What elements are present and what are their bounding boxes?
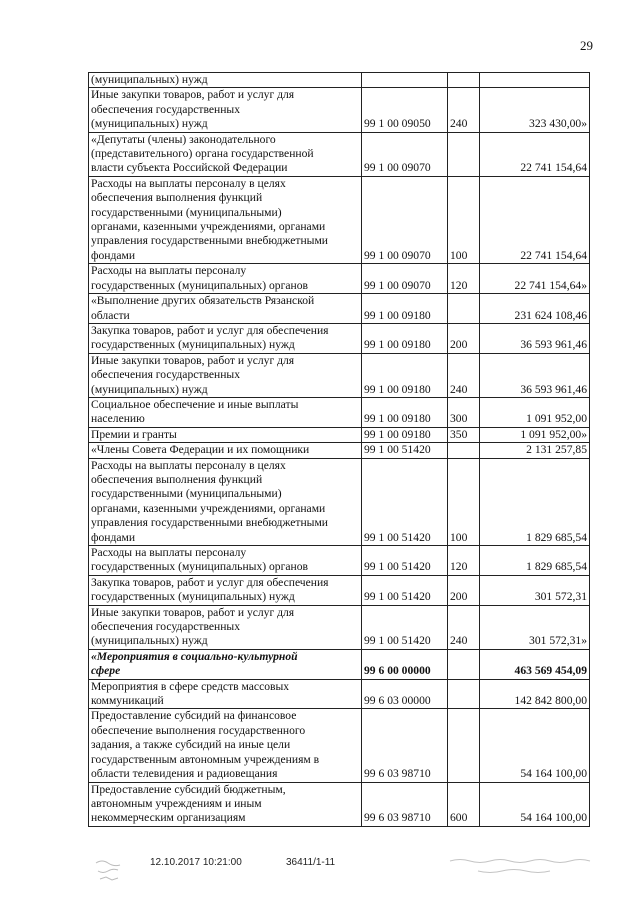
row-name: (муниципальных) нужд xyxy=(89,73,362,88)
row-sum: 36 593 961,46 xyxy=(480,353,590,397)
table-row xyxy=(89,679,590,709)
row-code: 99 6 03 00000 xyxy=(362,679,448,709)
table-row xyxy=(89,546,590,576)
row-expense-type: 200 xyxy=(448,323,480,353)
row-name: Предоставление субсидий на финансовое обеспечение выполнения государственного задания, а также субсидий на иные цели государственным автономным учреждениям в области телевидения и радиовещания xyxy=(89,709,362,782)
row-code: 99 6 03 98710 xyxy=(362,782,448,826)
row-expense-type xyxy=(448,679,480,709)
row-name: «Члены Совета Федерации и их помощники xyxy=(89,443,362,458)
row-sum xyxy=(480,73,590,88)
row-name: Закупка товаров, работ и услуг для обеспечения государственных (муниципальных) нужд xyxy=(89,323,362,353)
row-name: Иные закупки товаров, работ и услуг для обеспечения государственных (муниципальных) нужд xyxy=(89,605,362,649)
row-name: Иные закупки товаров, работ и услуг для обеспечения государственных (муниципальных) нужд xyxy=(89,88,362,132)
table-row xyxy=(89,132,590,176)
table-row xyxy=(89,605,590,649)
row-code: 99 1 00 09070 xyxy=(362,132,448,176)
row-name: «Мероприятия в социально-культурной сфере xyxy=(89,649,362,679)
row-name: Премии и гранты xyxy=(89,427,362,442)
row-code: 99 1 00 09180 xyxy=(362,294,448,324)
row-code: 99 1 00 09180 xyxy=(362,353,448,397)
table-row xyxy=(89,353,590,397)
row-code: 99 1 00 09050 xyxy=(362,88,448,132)
row-expense-type xyxy=(448,649,480,679)
table-row xyxy=(89,782,590,826)
row-sum: 142 842 800,00 xyxy=(480,679,590,709)
row-sum: 54 164 100,00 xyxy=(480,782,590,826)
row-code: 99 1 00 09070 xyxy=(362,176,448,263)
table-row xyxy=(89,649,590,679)
row-name: Мероприятия в сфере средств массовых коммуникаций xyxy=(89,679,362,709)
row-expense-type: 240 xyxy=(448,88,480,132)
row-sum: 323 430,00» xyxy=(480,88,590,132)
row-sum: 1 829 685,54 xyxy=(480,458,590,545)
row-name: «Депутаты (члены) законодательного (представительного) органа государственной власти субъекта Российской Федерации xyxy=(89,132,362,176)
row-sum: 1 829 685,54 xyxy=(480,546,590,576)
row-sum: 463 569 454,09 xyxy=(480,649,590,679)
table-row xyxy=(89,88,590,132)
faint-stamp-left xyxy=(92,855,126,885)
row-expense-type xyxy=(448,443,480,458)
row-expense-type: 240 xyxy=(448,605,480,649)
budget-table-body xyxy=(89,73,590,827)
row-code xyxy=(362,73,448,88)
row-sum: 1 091 952,00» xyxy=(480,427,590,442)
row-expense-type: 240 xyxy=(448,353,480,397)
row-name: Иные закупки товаров, работ и услуг для обеспечения государственных (муниципальных) нужд xyxy=(89,353,362,397)
row-code: 99 1 00 51420 xyxy=(362,546,448,576)
row-expense-type: 120 xyxy=(448,546,480,576)
table-row xyxy=(89,323,590,353)
row-sum: 54 164 100,00 xyxy=(480,709,590,782)
row-code: 99 1 00 51420 xyxy=(362,605,448,649)
row-expense-type xyxy=(448,73,480,88)
table-row xyxy=(89,709,590,782)
row-code: 99 1 00 51420 xyxy=(362,575,448,605)
row-expense-type: 600 xyxy=(448,782,480,826)
row-sum: 1 091 952,00 xyxy=(480,397,590,427)
page-number: 29 xyxy=(580,38,593,53)
table-row xyxy=(89,575,590,605)
footer-datetime: 12.10.2017 10:21:00 xyxy=(150,857,242,868)
row-expense-type: 120 xyxy=(448,264,480,294)
row-name: Предоставление субсидий бюджетным, автономным учреждениям и иным некоммерческим организациям xyxy=(89,782,362,826)
row-sum: 22 741 154,64 xyxy=(480,176,590,263)
row-expense-type: 200 xyxy=(448,575,480,605)
page-footer xyxy=(0,857,640,897)
row-code: 99 1 00 09180 xyxy=(362,427,448,442)
row-expense-type xyxy=(448,132,480,176)
table-row xyxy=(89,73,590,88)
row-expense-type: 300 xyxy=(448,397,480,427)
row-expense-type xyxy=(448,709,480,782)
row-sum: 22 741 154,64» xyxy=(480,264,590,294)
row-code: 99 1 00 51420 xyxy=(362,458,448,545)
row-sum: 36 593 961,46 xyxy=(480,323,590,353)
table-row xyxy=(89,264,590,294)
row-name: Закупка товаров, работ и услуг для обеспечения государственных (муниципальных) нужд xyxy=(89,575,362,605)
row-name: Социальное обеспечение и иные выплаты населению xyxy=(89,397,362,427)
row-expense-type: 100 xyxy=(448,176,480,263)
table-row xyxy=(89,458,590,545)
row-sum: 2 131 257,85 xyxy=(480,443,590,458)
budget-table xyxy=(88,72,590,827)
row-code: 99 1 00 09180 xyxy=(362,323,448,353)
row-name: Расходы на выплаты персоналу в целях обеспечения выполнения функций государственными (муниципальными) органами, казенными учреждениями, органами управления государственными внебюджетными фондами xyxy=(89,458,362,545)
row-expense-type: 350 xyxy=(448,427,480,442)
table-row xyxy=(89,397,590,427)
row-code: 99 6 00 00000 xyxy=(362,649,448,679)
row-sum: 301 572,31» xyxy=(480,605,590,649)
row-sum: 22 741 154,64 xyxy=(480,132,590,176)
row-name: Расходы на выплаты персоналу государственных (муниципальных) органов xyxy=(89,264,362,294)
footer-doc-number: 36411/1-11 xyxy=(286,857,336,868)
faint-stamp-right xyxy=(448,855,598,879)
row-code: 99 1 00 09180 xyxy=(362,397,448,427)
table-row xyxy=(89,427,590,442)
row-code: 99 1 00 51420 xyxy=(362,443,448,458)
row-code: 99 1 00 09070 xyxy=(362,264,448,294)
row-sum: 301 572,31 xyxy=(480,575,590,605)
table-row xyxy=(89,443,590,458)
row-code: 99 6 03 98710 xyxy=(362,709,448,782)
row-sum: 231 624 108,46 xyxy=(480,294,590,324)
row-name: Расходы на выплаты персоналу государственных (муниципальных) органов xyxy=(89,546,362,576)
row-name: Расходы на выплаты персоналу в целях обеспечения выполнения функций государственными (муниципальными) органами, казенными учреждениями, органами управления государственными внебюджетными фондами xyxy=(89,176,362,263)
table-row xyxy=(89,176,590,263)
row-name: «Выполнение других обязательств Рязанской области xyxy=(89,294,362,324)
table-row xyxy=(89,294,590,324)
row-expense-type xyxy=(448,294,480,324)
row-expense-type: 100 xyxy=(448,458,480,545)
